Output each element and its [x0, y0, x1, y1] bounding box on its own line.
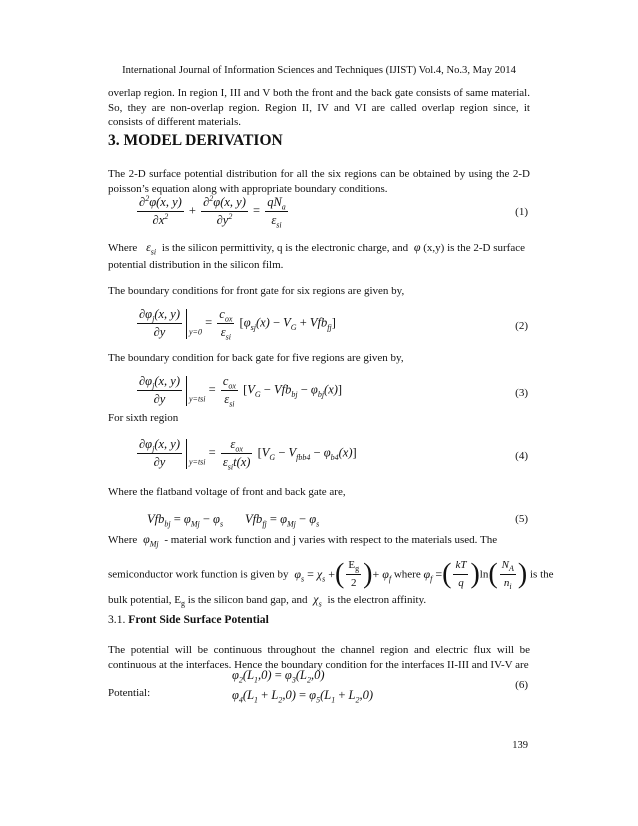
- paragraph-poisson: The 2-D surface potential distribution for all the six regions can be obtained by using the 2-D poisson’s equation along with appropriate boundary conditions.: [108, 168, 530, 195]
- where-label: Where: [108, 242, 138, 254]
- paragraph-sixth-region: For sixth region: [108, 412, 179, 424]
- equation-number-5: (5): [515, 513, 528, 525]
- equation-4: $\frac{\partial\varphi_j(x, y)}{\partial y}$ $_{y=tsi}$ = $\frac{\varepsilon_{ox}}{\varepsilon_{si}t(x)}$ $[V_G - V_{fbb4} - \varphi_{b4}(x)]$: [139, 437, 357, 472]
- equation-3: $\frac{\partial\varphi_j(x, y)}{\partial y}$ $_{y=tsi}$ = $\frac{c_{ox}}{\varepsilon_{si}}$ $[V_G - Vfb_{bj} - \varphi_{bj}(x)]$: [139, 374, 343, 409]
- paragraph-work-function: Where $\varphi_{Mj}$ - material work function and j varies with respect to the materials used. The: [108, 532, 498, 549]
- paragraph-bulk-potential: bulk potential, $E_g$ is the silicon band gap, and $\chi_s$ is the electron affinity.: [108, 592, 427, 609]
- potential-label: Potential:: [108, 687, 151, 699]
- equation-number-6: (6): [515, 679, 528, 691]
- is-the-text: is the: [529, 568, 554, 581]
- intro-paragraph: overlap region. In region I, III and V both the front and the back gate consists of same material. So, they are non-overlap region. Region II, IV and VI are called overlap region since, it consists of different materials.: [108, 87, 530, 128]
- band-gap-text: is the silicon band gap, and: [187, 594, 308, 606]
- equation-2: $\frac{\partial\varphi_j(x, y)}{\partial y}$ $_{y=0}$ = $\frac{c_{ox}}{\varepsilon_{si}}$ $[\varphi_{sj}(x) - V_G + Vfb_{fj}]$: [139, 307, 336, 342]
- equation-number-3: (3): [515, 387, 528, 399]
- work-function-text: - material work function and j varies with respect to the materials used. The: [164, 534, 498, 546]
- equation-number-1: (1): [515, 206, 528, 218]
- bulk-text: bulk potential, E: [108, 594, 182, 606]
- equation-6: $\varphi_2(L_1,0) = \varphi_3(L_2,0)$ $\varphi_4(L_1 + L_2,0) = \varphi_5(L_1 + L_2,0)$: [232, 668, 374, 705]
- equation-number-2: (2): [515, 320, 528, 332]
- where-label-2: Where: [108, 534, 138, 546]
- subsection-title: [108, 613, 269, 626]
- affinity-text: is the electron affinity.: [327, 594, 427, 606]
- paragraph-flatband: Where the flatband voltage of front and back gate are,: [108, 486, 346, 498]
- paragraph-where-eps: Where $\varepsilon_{si}$ is the silicon permittivity, q is the electronic charge, and φ (x,y) is the 2-D surface: [108, 240, 525, 257]
- subsection-title-text: Front Side Surface Potential: [128, 613, 269, 626]
- where-text: is the silicon permittivity, q is the electronic charge, and: [161, 242, 409, 254]
- paragraph-front-gate: The boundary conditions for front gate for six regions are given by,: [108, 285, 405, 297]
- paragraph-back-gate: The boundary condition for back gate for five regions are given by,: [108, 352, 404, 364]
- semiconductor-text: semiconductor work function is given by: [108, 568, 289, 581]
- paragraph-continuity: The potential will be continuous throughout the channel region and electric flux will be continuous at the interfaces. Hence the boundary condition for the interfaces II-III and IV-V are: [108, 644, 530, 671]
- equation-1: $\frac{\partial^2\varphi(x, y)}{\partial x^2}$ + $\frac{\partial^2\varphi(x, y)}{\partial y^2}$ = $\frac{qN_a}{\varepsilon_{si}}$: [139, 193, 286, 230]
- where-text-3: where: [393, 568, 421, 581]
- section-title: 3. MODEL DERIVATION: [108, 132, 283, 149]
- where-text-2: (x,y) is the 2-D surface: [423, 242, 525, 254]
- paragraph-where-eps-cont: potential distribution in the silicon film.: [108, 259, 284, 271]
- equation-number-4: (4): [515, 450, 528, 462]
- equation-5: $Vfb_{bj} = \varphi_{Mj} - \varphi_s$ $Vfb_{fj} = \varphi_{Mj} - \varphi_s$: [147, 512, 320, 529]
- journal-header: International Journal of Information Sciences and Techniques (IJIST) Vol.4, No.3, May 2014: [122, 65, 516, 76]
- subsection-number: 3.1.: [108, 613, 126, 626]
- paragraph-semiconductor: semiconductor work function is given by $\varphi_s = \chi_s$ +( $\frac{E_g}{2}$ )+ $\varphi_f$ where $\varphi_f$ =( $\frac{kT}{q}$ )ln( $\frac{N_A}{n_i}$ ) is the: [108, 558, 554, 592]
- page-number: 139: [512, 740, 528, 751]
